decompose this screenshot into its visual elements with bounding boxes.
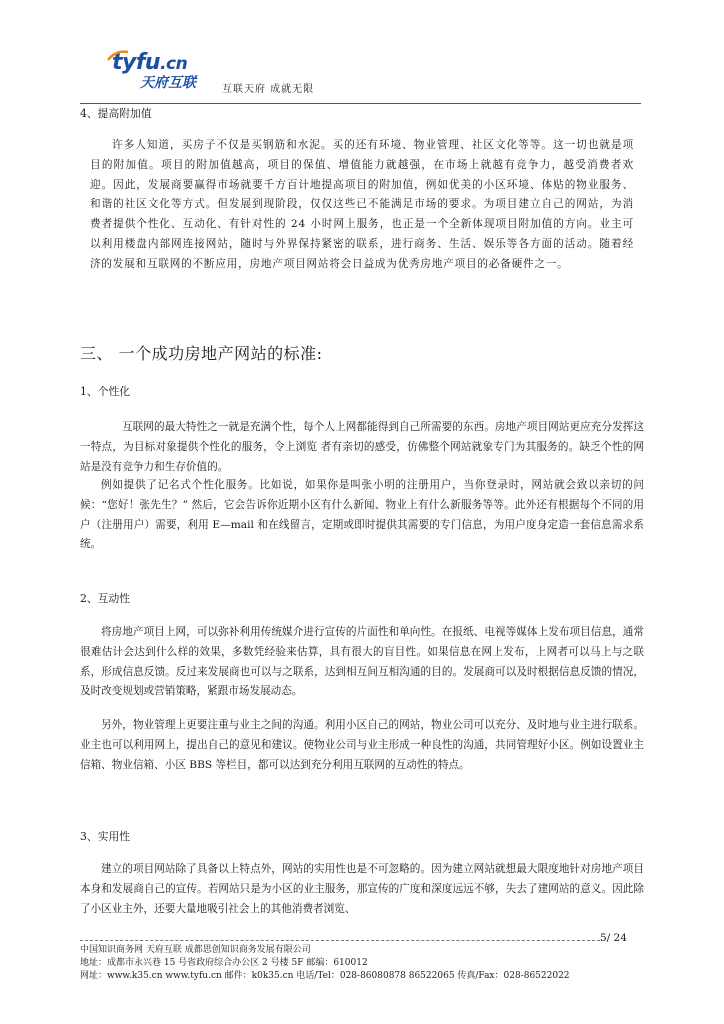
- part3-title: 三、 一个成功房地产网站的标准:: [80, 344, 323, 363]
- section4-heading: 4、提高附加值: [80, 107, 152, 120]
- logo-swoosh-icon: [106, 48, 130, 64]
- personal-heading: 1、个性化: [80, 385, 131, 398]
- interactive-heading: 2、互动性: [80, 592, 131, 605]
- interactive-paragraph-1: 将房地产项目上网，可以弥补利用传统媒介进行宣传的片面性和单向性。在报纸、电视等媒体上发布项目信息，通常很难估计会达到什么样的效果，多数凭经验来估算，具有很大的盲目性。如果信息在网上发布，上网者可以马上与之联系，形成信息反馈。反过来发展商也可以与之联系，达到相互间互相沟通的目的。发展商可以及时根据信息反馈的情况，及时改变规划或营销策略，紧跟市场发展动态。: [80, 626, 644, 698]
- footer-divider: [80, 940, 600, 941]
- practical-paragraph-1: 建立的项目网站除了具备以上特点外，网站的实用性也是不可忽略的。因为建立网站就想最大限度地针对房地产项目本身和发展商自己的宣传。若网站只是为小区的业主服务，那宣传的广度和深度远远不够，失去了建网站的意义。因此除了小区业主外，还要大量地吸引社会上的其他消费者浏览、: [80, 863, 644, 915]
- footer-company: 中国知识商务网 天府互联 成都思创知识商务发展有限公司: [80, 945, 311, 955]
- footer-contact: 网址：www.k35.cn www.tyfu.cn 邮件：k0k35.cn 电话/Tel：028-86080878 86522065 传真/Fax：028-86522022: [80, 971, 570, 981]
- logo-domain-text: .cn: [160, 54, 188, 74]
- footer-address: 地址：成都市永兴巷 15 号省政府综合办公区 2 号楼 5F 邮编：610012: [80, 958, 368, 968]
- tyfu-logo: [112, 50, 212, 94]
- interactive-paragraph-2: 另外，物业管理上更要注重与业主之间的沟通。利用小区自己的网站，物业公司可以充分、及时地与业主进行联系。业主也可以利用网上，提出自己的意见和建议。使物业公司与业主形成一种良性的沟通，共同管理好小区。例如设置业主信箱、物业信箱、小区 BBS 等栏目，都可以达到充分利用互联网的互动性的特点。: [80, 719, 644, 771]
- logo-main-text: tyfu: [112, 50, 161, 75]
- personal-paragraph-1: 互联网的最大特性之一就是充满个性，每个人上网都能得到自己所需要的东西。房地产项目网站更应充分发挥这一特点，为目标对象提供个性化的服务，令上浏览 者有亲切的感受，仿佛整个网站就象专门为其服务的。缺乏个性的网站是没有竞争力和生存价值的。: [80, 421, 644, 473]
- section4-paragraph: 许多人知道，买房子不仅是买钢筋和水泥。买的还有环境、物业管理、社区文化等等。这一切也就是项目的附加值。项目的附加值越高，项目的保值、增值能力就越强，在市场上就越有竞争力，越受消费者欢迎。因此，发展商要赢得市场就要千方百计地提高项目的附加值，例如优美的小区环境、体贴的物业服务、和谐的社区文化等方式。但发展到现阶段，仅仅这些已不能满足市场的要求。为项目建立自己的网站，为消费者提供个性化、互动化、有针对性的 24 小时网上服务，也正是一个全新体现项目附加值的方向。业主可以利用楼盘内部网连接网站，随时与外界保持紧密的联系，进行商务、生活、娱乐等各方面的活动。随着经济的发展和互联网的不断应用，房地产项目网站将会日益成为优秀房地产项目的必备硬件之一。: [90, 139, 634, 270]
- logo-sub-text: 天府互联: [140, 75, 196, 91]
- personal-paragraph-2: 例如提供了记名式个性化服务。比如说，如果你是叫张小明的注册用户，当你登录时，网站就会致以亲切的问候：“您好！张先生？” 然后，它会告诉你近期小区有什么新闻、物业上有什么新服务等等。此外还有根据每个不同的用户（注册用户）需要，利用 E—mail 和在线留言，定期或即时提供其需要的专门信息，为用户度身定造一套信息需求系统。: [80, 479, 644, 551]
- header-slogan: 互联天府 成就无限: [222, 84, 315, 95]
- header-divider: [80, 103, 641, 104]
- practical-heading: 3、实用性: [80, 830, 131, 843]
- page-number: 5/ 24: [600, 932, 627, 944]
